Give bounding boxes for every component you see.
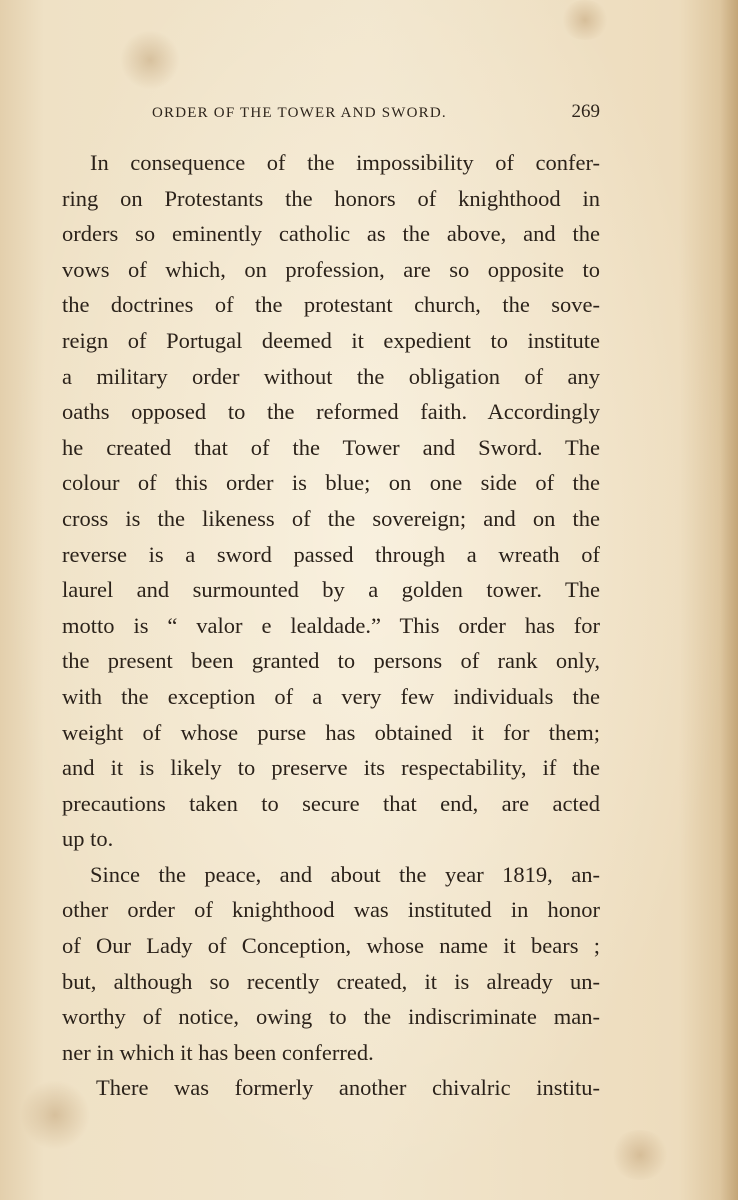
text-line: weight of whose purse has obtained it for them;	[62, 719, 600, 745]
text-line: the present been granted to persons of rank only,	[62, 648, 600, 674]
text-line: motto is “ valor e lealdade.” This order has for	[62, 612, 600, 638]
text-line: worthy of notice, owing to the indiscriminate man-	[62, 1004, 600, 1030]
text-line: oaths opposed to the reformed faith. Accordingly	[62, 399, 600, 425]
text-line: but, although so recently created, it is already un-	[62, 968, 600, 994]
text-line: In consequence of the impossibility of confer-	[90, 150, 600, 175]
text-line: cross is the likeness of the sovereign; and on the	[62, 505, 600, 531]
text-line: laurel and surmounted by a golden tower. The	[62, 577, 600, 603]
running-head	[60, 103, 600, 127]
foxing-stain	[560, 0, 610, 40]
text-line: ring on Protestants the honors of knighthood in	[62, 185, 600, 211]
text-line: and it is likely to preserve its respectability, if the	[62, 755, 600, 781]
text-line: precautions taken to secure that end, are acted	[62, 790, 600, 816]
text-line: vows of which, on profession, are so opposite to	[62, 256, 600, 282]
text-line: a military order without the obligation of any	[62, 363, 600, 389]
text-line: reverse is a sword passed through a wreath of	[62, 541, 600, 567]
text-line: There was formerly another chivalric institu-	[96, 1075, 600, 1101]
foxing-stain	[610, 1130, 670, 1180]
text-line: reign of Portugal deemed it expedient to institute	[62, 327, 600, 353]
page-number: 269	[571, 101, 600, 122]
body-text	[62, 145, 600, 1106]
text-line: the doctrines of the protestant church, the sove-	[62, 292, 600, 318]
text-line: up to.	[62, 826, 114, 852]
text-line: other order of knighthood was instituted in honor	[62, 897, 600, 923]
text-line: ner in which it has been conferred.	[62, 1039, 374, 1065]
text-line: he created that of the Tower and Sword. The	[62, 434, 600, 460]
text-line: orders so eminently catholic as the above, and the	[62, 221, 600, 247]
running-title: ORDER OF THE TOWER AND SWORD.	[152, 105, 447, 121]
text-line: of Our Lady of Conception, whose name it bears ;	[62, 933, 600, 959]
text-line: with the exception of a very few individuals the	[62, 683, 600, 709]
text-line: colour of this order is blue; on one side of the	[62, 470, 600, 496]
page-edge-shadow	[720, 0, 738, 1200]
text-line: Since the peace, and about the year 1819, an-	[90, 861, 600, 887]
foxing-stain	[120, 30, 180, 90]
